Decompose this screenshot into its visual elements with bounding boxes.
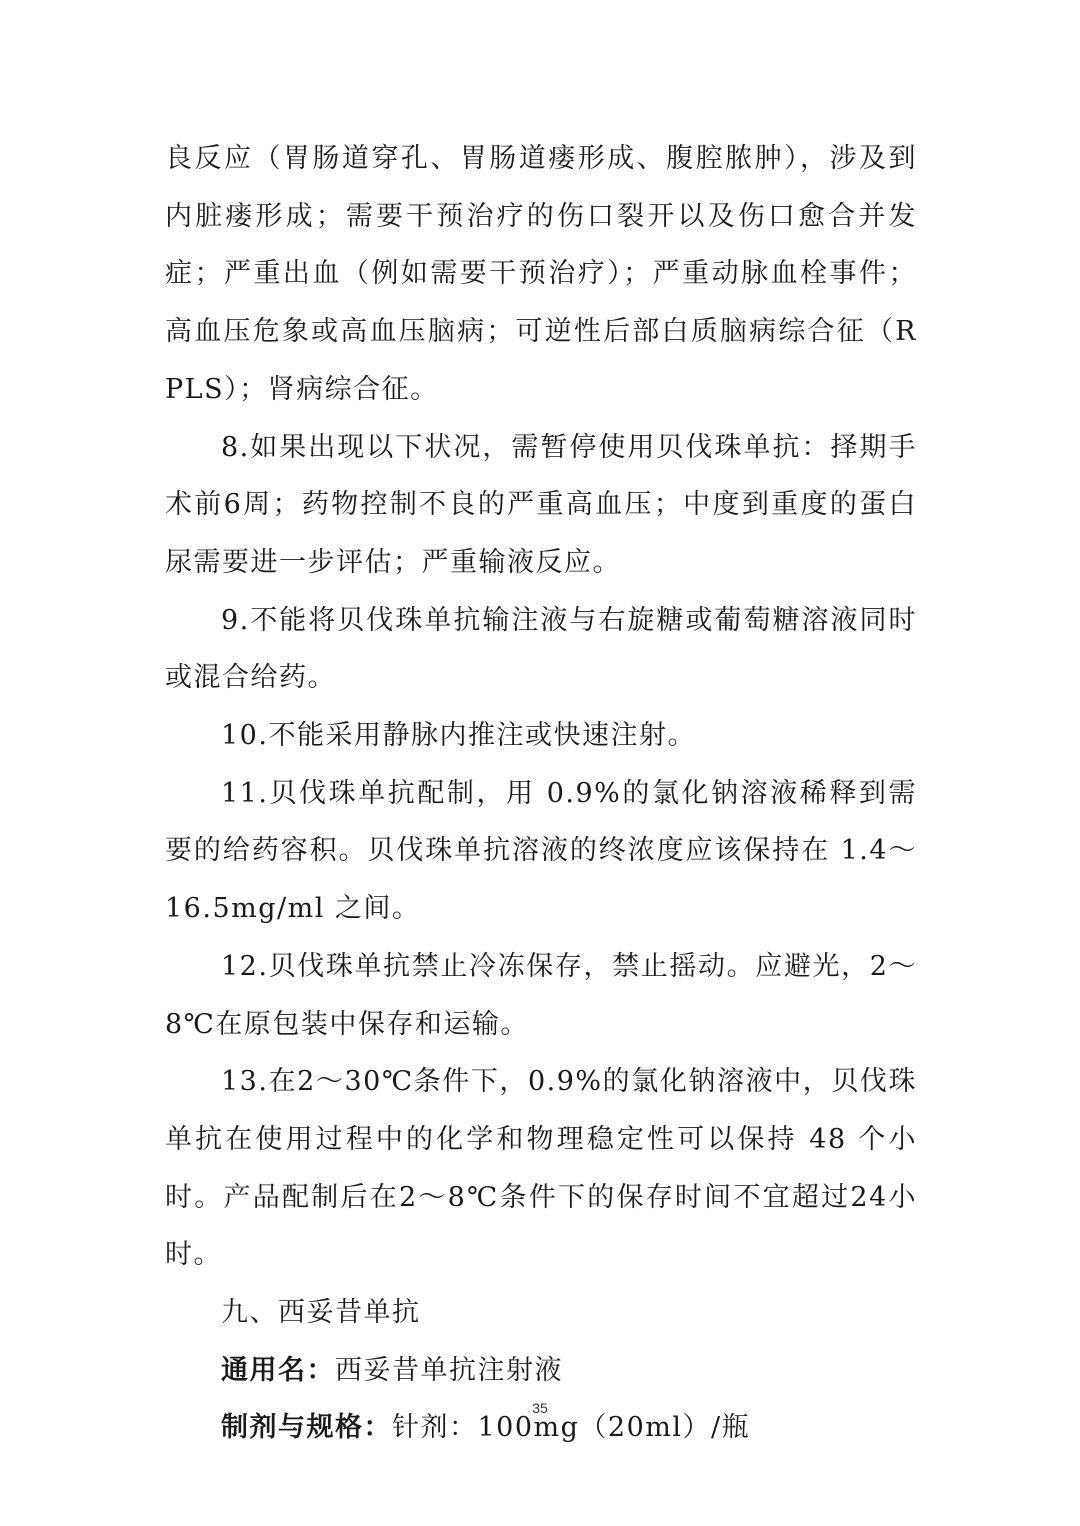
paragraph-continuation: 良反应（胃肠道穿孔、胃肠道瘘形成、腹腔脓肿），涉及到内脏瘘形成；需要干预治疗的伤口裂开以及伤口愈合并发症；严重出血（例如需要干预治疗）；严重动脉血栓事件；高血压危象或高血压脑病；可逆性后部白质脑病综合征（RPLS）；肾病综合征。 [165,143,917,405]
generic-name-label: 通用名： [221,1354,335,1386]
page-content [165,130,917,1457]
generic-name-line [165,1342,917,1400]
generic-name-value: 西妥昔单抗注射液 [335,1354,563,1386]
paragraph-item-8: 8.如果出现以下状况，需暂停使用贝伐珠单抗：择期手术前6周；药物控制不良的严重高血压；中度到重度的蛋白尿需要进一步评估；严重输液反应。 [165,431,917,578]
paragraph-item-11: 11.贝伐珠单抗配制，用 0.9%的氯化钠溶液稀释到需要的给药容积。贝伐珠单抗溶液的终浓度应该保持在 1.4～16.5mg/ml 之间。 [165,777,917,925]
paragraph-item-12: 12.贝伐珠单抗禁止冷冻保存，禁止摇动。应避光，2～8℃在原包装中保存和运输。 [165,950,917,1040]
paragraph-item-13: 13.在2～30℃条件下，0.9%的氯化钠溶液中，贝伐珠单抗在使用过程中的化学和物理稳定性可以保持 48 个小时。产品配制后在2～8℃条件下的保存时间不宜超过24小时。 [165,1066,917,1271]
section-heading [165,1284,917,1342]
page-number: 35 [532,1400,548,1416]
paragraph-item-10: 10.不能采用静脉内推注或快速注射。 [221,720,696,752]
section-heading-text: 九、西妥昔单抗 [221,1297,421,1329]
formulation-label: 制剂与规格： [221,1412,392,1444]
formulation-value: 针剂：100mg（20ml）/瓶 [392,1412,751,1444]
paragraph-item-9: 9.不能将贝伐珠单抗输注液与右旋糖或葡萄糖溶液同时或混合给药。 [165,604,917,694]
